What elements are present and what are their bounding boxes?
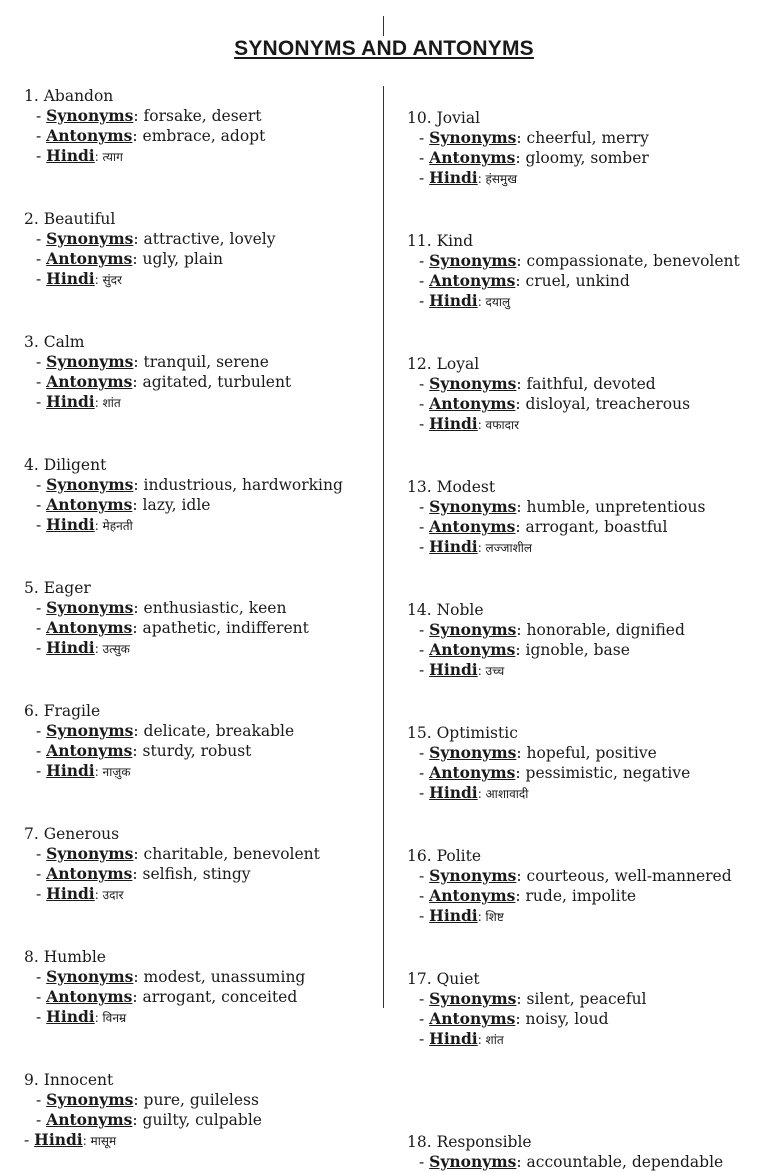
synonyms-label: Synonyms: [429, 989, 517, 1008]
page-title: SYNONYMS AND ANTONYMS: [234, 37, 534, 60]
hindi-line: - Hindi: शांत: [419, 1029, 504, 1048]
antonyms-line: - Antonyms: arrogant, conceited: [36, 987, 298, 1006]
hindi-label: Hindi: [429, 906, 478, 925]
hindi-label: Hindi: [429, 660, 478, 679]
word-entry: [24, 332, 374, 412]
synonyms-text: : pure, guileless: [133, 1091, 259, 1109]
antonyms-text: : ignoble, base: [515, 641, 630, 659]
word-heading: 1. Abandon: [24, 87, 114, 105]
synonyms-text: : charitable, benevolent: [133, 845, 320, 863]
synonyms-text: : tranquil, serene: [133, 353, 269, 371]
hindi-line: - Hindi: दयालु: [419, 291, 511, 310]
antonyms-text: : noisy, loud: [515, 1010, 609, 1028]
antonyms-text: : ugly, plain: [132, 250, 223, 268]
synonyms-label: Synonyms: [46, 721, 134, 740]
hindi-text: : शिष्ट: [477, 910, 504, 924]
antonyms-label: Antonyms: [46, 987, 133, 1006]
synonyms-text: : compassionate, benevolent: [516, 252, 740, 270]
antonyms-line: - Antonyms: guilty, culpable: [36, 1110, 262, 1129]
synonyms-line: - Synonyms: courteous, well-mannered: [419, 866, 732, 885]
word-entry: [407, 231, 762, 311]
word-heading: 8. Humble: [24, 948, 106, 966]
word-heading: 6. Fragile: [24, 702, 101, 720]
synonyms-label: Synonyms: [46, 844, 134, 863]
synonyms-label: Synonyms: [429, 251, 517, 270]
antonyms-line: - Antonyms: apathetic, indifferent: [36, 618, 309, 637]
synonyms-label: Synonyms: [429, 374, 517, 393]
hindi-text: : शांत: [477, 1033, 504, 1047]
word-heading: 16. Polite: [407, 847, 482, 865]
word-entry: [24, 455, 374, 535]
antonyms-text: : embrace, adopt: [132, 127, 266, 145]
hindi-text: : विनम्र: [94, 1011, 127, 1025]
hindi-line: - Hindi: शांत: [36, 392, 121, 411]
word-heading: 9. Innocent: [24, 1071, 114, 1089]
synonyms-label: Synonyms: [46, 106, 134, 125]
hindi-label: Hindi: [34, 1130, 83, 1149]
hindi-label: Hindi: [46, 392, 95, 411]
hindi-label: Hindi: [46, 515, 95, 534]
hindi-text: : मेहनती: [94, 519, 133, 533]
word-heading: 4. Diligent: [24, 456, 107, 474]
hindi-text: : सुंदर: [94, 273, 122, 287]
hindi-text: : उत्सुक: [94, 642, 130, 656]
word-entry: [24, 1070, 374, 1150]
column-divider: [383, 86, 384, 1008]
antonyms-label: Antonyms: [46, 495, 133, 514]
synonyms-line: - Synonyms: faithful, devoted: [419, 374, 656, 393]
word-heading: 12. Loyal: [407, 355, 480, 373]
word-entry: [407, 846, 762, 926]
top-rule-mark: [383, 16, 384, 36]
antonyms-line: - Antonyms: disloyal, treacherous: [419, 394, 691, 413]
hindi-text: : मासूम: [82, 1134, 117, 1148]
hindi-label: Hindi: [46, 146, 95, 165]
antonyms-label: Antonyms: [429, 886, 516, 905]
synonyms-text: : cheerful, merry: [516, 129, 649, 147]
antonyms-line: - Antonyms: agitated, turbulent: [36, 372, 292, 391]
synonyms-label: Synonyms: [46, 475, 134, 494]
hindi-line: - Hindi: उच्च: [419, 660, 505, 679]
antonyms-line: - Antonyms: noisy, loud: [419, 1009, 609, 1028]
synonyms-label: Synonyms: [46, 352, 134, 371]
hindi-label: Hindi: [429, 414, 478, 433]
right-column: [407, 108, 762, 1172]
synonyms-text: : courteous, well-mannered: [516, 867, 732, 885]
hindi-line: - Hindi: उदार: [36, 884, 124, 903]
antonyms-line: - Antonyms: embrace, adopt: [36, 126, 266, 145]
hindi-line: - Hindi: हंसमुख: [419, 168, 518, 187]
hindi-text: : वफादार: [477, 418, 519, 432]
word-entry: [407, 723, 762, 803]
synonyms-line: - Synonyms: attractive, lovely: [36, 229, 276, 248]
word-heading: 7. Generous: [24, 825, 120, 843]
synonyms-line: - Synonyms: industrious, hardworking: [36, 475, 343, 494]
antonyms-line: - Antonyms: ugly, plain: [36, 249, 223, 268]
antonyms-line: - Antonyms: lazy, idle: [36, 495, 211, 514]
hindi-label: Hindi: [46, 1007, 95, 1026]
antonyms-text: : lazy, idle: [132, 496, 211, 514]
antonyms-label: Antonyms: [429, 763, 516, 782]
hindi-line: - Hindi: मासूम: [24, 1130, 117, 1149]
hindi-text: : उच्च: [477, 664, 505, 678]
antonyms-text: : guilty, culpable: [132, 1111, 262, 1129]
word-heading: 5. Eager: [24, 579, 91, 597]
antonyms-label: Antonyms: [46, 372, 133, 391]
synonyms-text: : industrious, hardworking: [133, 476, 343, 494]
hindi-text: : दयालु: [477, 295, 511, 309]
antonyms-text: : disloyal, treacherous: [515, 395, 691, 413]
antonyms-label: Antonyms: [429, 148, 516, 167]
antonyms-text: : agitated, turbulent: [132, 373, 292, 391]
antonyms-label: Antonyms: [46, 249, 133, 268]
synonyms-text: : enthusiastic, keen: [133, 599, 287, 617]
antonyms-text: : pessimistic, negative: [515, 764, 691, 782]
antonyms-text: : apathetic, indifferent: [132, 619, 309, 637]
word-heading: 10. Jovial: [407, 109, 481, 127]
synonyms-line: - Synonyms: honorable, dignified: [419, 620, 685, 639]
hindi-label: Hindi: [429, 168, 478, 187]
synonyms-label: Synonyms: [429, 1152, 517, 1171]
antonyms-text: : gloomy, somber: [515, 149, 649, 167]
word-heading: 18. Responsible: [407, 1133, 532, 1151]
hindi-label: Hindi: [429, 1029, 478, 1048]
hindi-text: : लज्जाशील: [477, 541, 532, 555]
synonyms-line: - Synonyms: compassionate, benevolent: [419, 251, 740, 270]
synonyms-line: - Synonyms: pure, guileless: [36, 1090, 259, 1109]
antonyms-label: Antonyms: [46, 1110, 133, 1129]
word-heading: 2. Beautiful: [24, 210, 116, 228]
antonyms-label: Antonyms: [46, 864, 133, 883]
synonyms-text: : faithful, devoted: [516, 375, 656, 393]
antonyms-label: Antonyms: [46, 741, 133, 760]
synonyms-line: - Synonyms: charitable, benevolent: [36, 844, 320, 863]
hindi-label: Hindi: [429, 537, 478, 556]
hindi-label: Hindi: [46, 269, 95, 288]
antonyms-line: - Antonyms: gloomy, somber: [419, 148, 649, 167]
hindi-line: - Hindi: वफादार: [419, 414, 519, 433]
antonyms-text: : rude, impolite: [515, 887, 637, 905]
synonyms-text: : humble, unpretentious: [516, 498, 706, 516]
word-entry: [407, 1132, 762, 1172]
hindi-line: - Hindi: आशावादी: [419, 783, 529, 802]
hindi-line: - Hindi: सुंदर: [36, 269, 122, 288]
synonyms-text: : honorable, dignified: [516, 621, 685, 639]
antonyms-text: : arrogant, boastful: [515, 518, 668, 536]
synonyms-label: Synonyms: [429, 128, 517, 147]
word-heading: 15. Optimistic: [407, 724, 518, 742]
hindi-label: Hindi: [429, 291, 478, 310]
synonyms-text: : forsake, desert: [133, 107, 262, 125]
antonyms-label: Antonyms: [429, 271, 516, 290]
synonyms-label: Synonyms: [429, 497, 517, 516]
hindi-text: : उदार: [94, 888, 124, 902]
synonyms-line: - Synonyms: modest, unassuming: [36, 967, 306, 986]
synonyms-text: : modest, unassuming: [133, 968, 306, 986]
hindi-label: Hindi: [46, 761, 95, 780]
synonyms-label: Synonyms: [46, 229, 134, 248]
left-column: [24, 86, 374, 1150]
word-entry: [407, 600, 762, 680]
hindi-label: Hindi: [46, 884, 95, 903]
hindi-line: - Hindi: विनम्र: [36, 1007, 127, 1026]
synonyms-label: Synonyms: [46, 598, 134, 617]
synonyms-line: - Synonyms: tranquil, serene: [36, 352, 269, 371]
word-entry: [24, 209, 374, 289]
hindi-text: : हंसमुख: [477, 172, 518, 186]
synonyms-line: - Synonyms: hopeful, positive: [419, 743, 657, 762]
hindi-line: - Hindi: नाज़ुक: [36, 761, 131, 780]
hindi-text: : नाज़ुक: [94, 765, 131, 779]
synonyms-line: - Synonyms: forsake, desert: [36, 106, 262, 125]
word-heading: 3. Calm: [24, 333, 85, 351]
hindi-text: : आशावादी: [477, 787, 529, 801]
hindi-label: Hindi: [429, 783, 478, 802]
antonyms-line: - Antonyms: ignoble, base: [419, 640, 630, 659]
synonyms-text: : silent, peaceful: [516, 990, 647, 1008]
hindi-line: - Hindi: मेहनती: [36, 515, 133, 534]
antonyms-label: Antonyms: [429, 394, 516, 413]
synonyms-label: Synonyms: [46, 967, 134, 986]
synonyms-label: Synonyms: [429, 743, 517, 762]
synonyms-line: - Synonyms: humble, unpretentious: [419, 497, 706, 516]
word-entry: [407, 969, 762, 1049]
synonyms-line: - Synonyms: delicate, breakable: [36, 721, 295, 740]
word-entry: [24, 947, 374, 1027]
antonyms-line: - Antonyms: rude, impolite: [419, 886, 637, 905]
hindi-label: Hindi: [46, 638, 95, 657]
hindi-line: - Hindi: त्याग: [36, 146, 123, 165]
hindi-line: - Hindi: लज्जाशील: [419, 537, 532, 556]
word-heading: 13. Modest: [407, 478, 496, 496]
word-heading: 17. Quiet: [407, 970, 480, 988]
hindi-text: : शांत: [94, 396, 121, 410]
word-entry: [24, 86, 374, 166]
synonyms-text: : attractive, lovely: [133, 230, 276, 248]
synonyms-text: : accountable, dependable: [516, 1153, 724, 1171]
hindi-line: - Hindi: उत्सुक: [36, 638, 130, 657]
antonyms-text: : cruel, unkind: [515, 272, 630, 290]
antonyms-label: Antonyms: [429, 1009, 516, 1028]
antonyms-text: : sturdy, robust: [132, 742, 252, 760]
antonyms-text: : arrogant, conceited: [132, 988, 298, 1006]
synonyms-label: Synonyms: [46, 1090, 134, 1109]
antonyms-text: : selfish, stingy: [132, 865, 251, 883]
word-heading: 14. Noble: [407, 601, 484, 619]
synonyms-label: Synonyms: [429, 620, 517, 639]
antonyms-line: - Antonyms: arrogant, boastful: [419, 517, 668, 536]
synonyms-label: Synonyms: [429, 866, 517, 885]
synonyms-text: : hopeful, positive: [516, 744, 657, 762]
synonyms-line: - Synonyms: enthusiastic, keen: [36, 598, 287, 617]
antonyms-label: Antonyms: [429, 517, 516, 536]
synonyms-line: - Synonyms: cheerful, merry: [419, 128, 649, 147]
hindi-line: - Hindi: शिष्ट: [419, 906, 504, 925]
word-entry: [407, 354, 762, 434]
antonyms-label: Antonyms: [429, 640, 516, 659]
word-entry: [24, 701, 374, 781]
synonyms-line: - Synonyms: accountable, dependable: [419, 1152, 724, 1171]
antonyms-line: - Antonyms: pessimistic, negative: [419, 763, 691, 782]
word-entry: [407, 108, 762, 188]
word-entry: [24, 824, 374, 904]
antonyms-label: Antonyms: [46, 618, 133, 637]
antonyms-line: - Antonyms: selfish, stingy: [36, 864, 251, 883]
synonyms-line: - Synonyms: silent, peaceful: [419, 989, 647, 1008]
word-entry: [407, 477, 762, 557]
antonyms-line: - Antonyms: cruel, unkind: [419, 271, 630, 290]
word-entry: [24, 578, 374, 658]
antonyms-label: Antonyms: [46, 126, 133, 145]
word-heading: 11. Kind: [407, 232, 474, 250]
antonyms-line: - Antonyms: sturdy, robust: [36, 741, 252, 760]
hindi-text: : त्याग: [94, 150, 123, 164]
synonyms-text: : delicate, breakable: [133, 722, 295, 740]
